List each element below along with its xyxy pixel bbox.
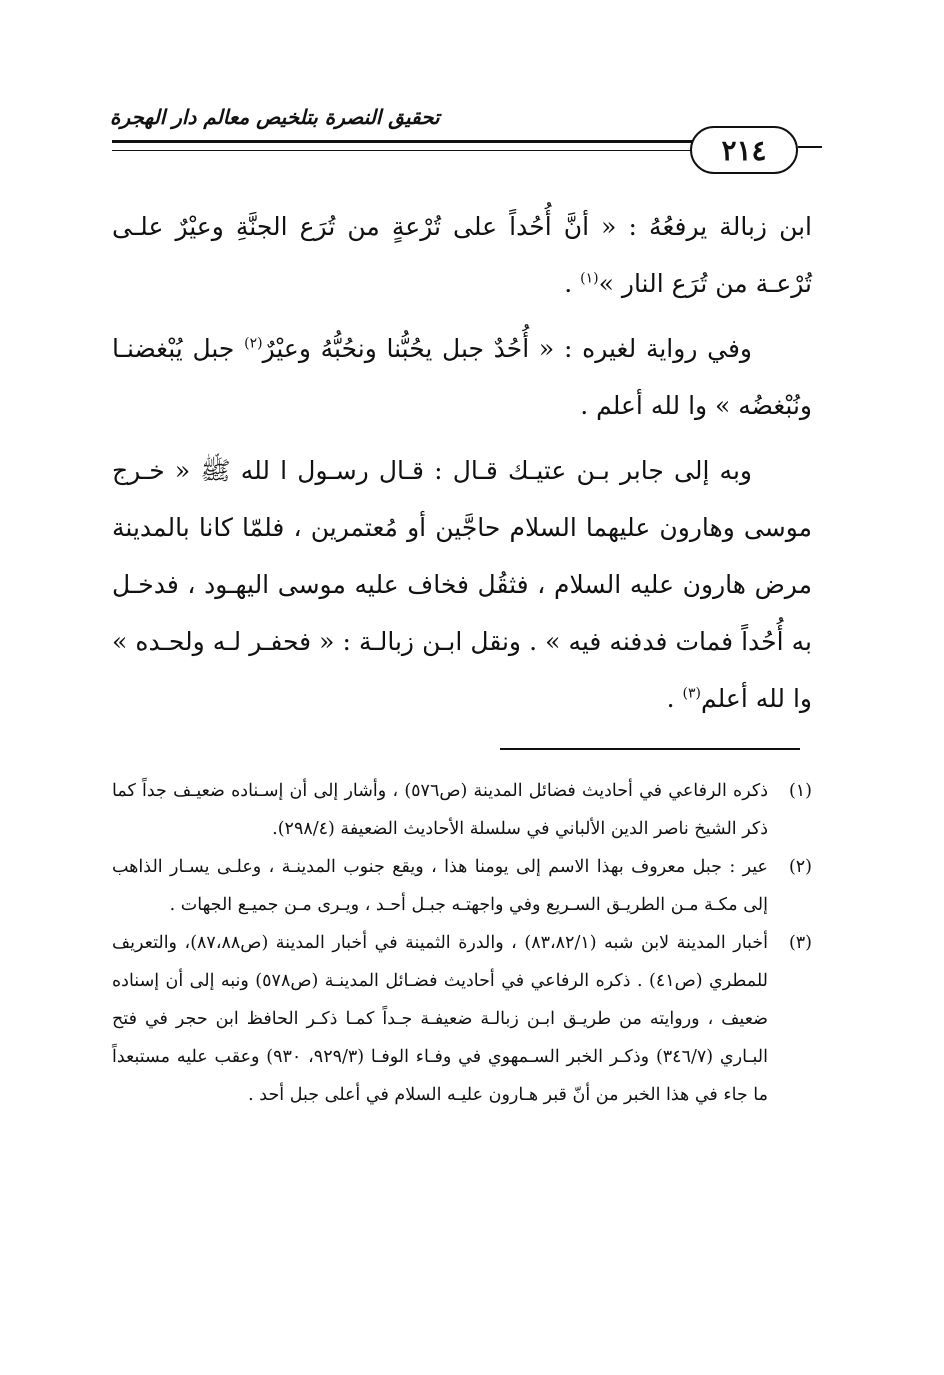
- footnote-number: (٢): [788, 857, 812, 877]
- paragraph-1: [112, 198, 812, 312]
- paragraph-3-text: وبه إلى جابر بـن عتيـك قـال : قـال رسـول ا لله ﷺ « خـرج موسى وهارون عليهما السلام حاجَّين أو مُعتمرين ، فلمّا كانا بالمدينة مرض هارون عليه السلام ، فثقُل فخاف عليه موسى اليهـود ، فدخـل به أُحُداً فمات فدفنه فيه » . ونقل ابـن زبالـة : « فحفـر لـه ولحـده » وا لله أعلم: [112, 456, 812, 713]
- page-number-frame: [690, 126, 798, 174]
- footnote-number: (٣): [788, 933, 812, 953]
- paragraph-2-text-b: جبل يُبْغضنـا ونُبْغضُه » وا لله أعلم .: [112, 334, 812, 420]
- paragraph-2-text-a: وفي رواية لغيره : « أُحُدٌ جبل يحُبُّنا ونحُبُّهُ وعيْرٌ: [262, 334, 752, 363]
- running-title: تحقيق النصرة بتلخيص معالم دار الهجرة: [110, 105, 440, 129]
- main-text: [112, 198, 812, 727]
- footnote-1: [112, 772, 812, 848]
- page-number: ٢١٤: [721, 133, 767, 167]
- footnote-text: ذكره الرفاعي في أحاديث فضائل المدينة (ص٥٧٦) ، وأشار إلى أن إسـناده ضعيـف جداً كما ذكر الشيخ ناصر الدين الألباني في سلسلة الأحاديث الضعيفة (٢٩٨/٤).: [112, 781, 768, 839]
- paragraph-2: [112, 320, 812, 434]
- footnotes: [112, 772, 812, 1114]
- footnote-number: (١): [788, 781, 812, 801]
- paragraph-3-end: .: [666, 684, 683, 713]
- header-rule-thin: [112, 150, 694, 151]
- paragraph-1-text: ابن زبالة يرفعُهُ : « أنَّ أُحُداً على تُرْعةٍ من تُرَع الجنَّةِ وعيْرٌ علـى تُرْعـة من تُرَع النار »: [112, 212, 812, 298]
- footnote-ref-1: (١): [580, 270, 599, 287]
- paragraph-1-end: .: [564, 269, 581, 298]
- footnote-separator: [500, 748, 800, 750]
- footnote-ref-2: (٢): [244, 335, 263, 352]
- header-ornament-line: [798, 146, 822, 148]
- footnote-2: [112, 848, 812, 924]
- footnote-text: عير : جبل معروف بهذا الاسم إلى يومنا هذا ، ويقع جنوب المدينـة ، وعلـى يسـار الذاهب إلى مكـة مـن الطريـق السـريع وفي واجهتـه جبـل أحـد ، ويـرى مـن جميـع الجهات .: [112, 857, 768, 915]
- footnote-ref-3: (٣): [682, 685, 701, 702]
- paragraph-3: [112, 442, 812, 727]
- footnote-3: [112, 924, 812, 1114]
- footnote-text: أخبار المدينة لابن شبه (٨٣،٨٢/١) ، والدرة الثمينة في أخبار المدينة (ص٨٧،٨٨)، والتعريف للمطري (ص٤١) . ذكره الرفاعي في أحاديث فضـائل المدينـة (ص٥٧٨) ونبه إلى أن إسناده ضعيف ، وروايته من طريـق ابـن زبالـة ضعيفـة جـداً كمـا ذكـر الحافظ ابن حجر في فتح البـاري (٣٤٦/٧) وذكـر الخبر السـمهوي في وفـاء الوفـا (٩٢٩/٣، ٩٣٠) وعقب عليه مستبعداً ما جاء في هذا الخبر من أنّ قبر هـارون عليـه السلام في أعلى جبل أحد .: [112, 933, 768, 1105]
- header-rule: [112, 140, 694, 143]
